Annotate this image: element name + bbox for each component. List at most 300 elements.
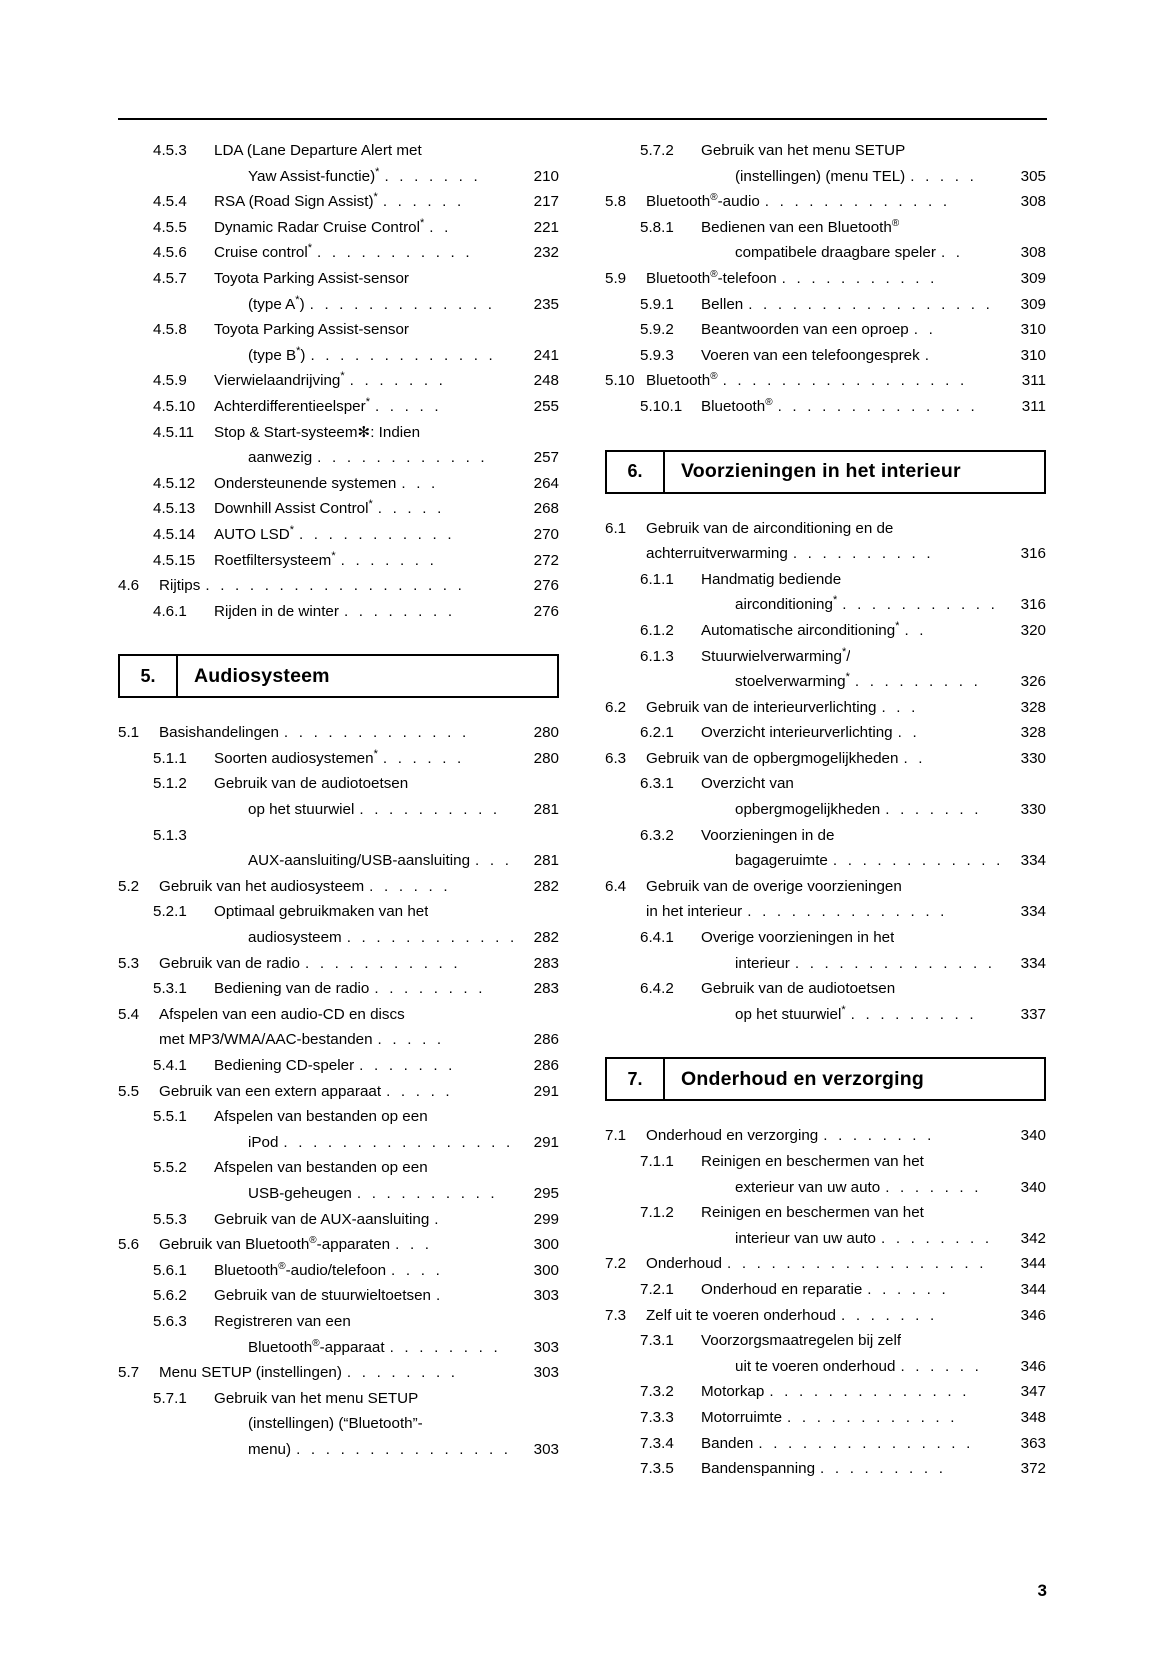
toc-leader-dots: . . . . . . . xyxy=(349,372,447,390)
toc-entry-title: Overige voorzieningen in het xyxy=(701,929,895,947)
toc-entry[interactable] xyxy=(605,138,1046,189)
toc-entry-line xyxy=(605,771,1046,797)
toc-entry-line xyxy=(118,1335,559,1361)
toc-entry-title: LDA (Lane Departure Alert met xyxy=(214,142,422,159)
toc-entry-page: 316 xyxy=(1020,596,1046,614)
toc-entry[interactable] xyxy=(118,1155,559,1206)
toc-entry[interactable] xyxy=(118,394,559,420)
toc-entry-title-cont: airconditioning* xyxy=(735,594,838,614)
toc-leader-dots: . . . . . . . . . . . . . . xyxy=(747,903,948,921)
toc-entry-title: Rijden in de winter xyxy=(214,602,339,620)
toc-entry-page: 272 xyxy=(533,551,559,569)
toc-entry-line xyxy=(605,317,1046,343)
toc-entry-page: 311 xyxy=(1021,397,1046,415)
toc-entry-page: 340 xyxy=(1020,1127,1046,1145)
toc-leader-dots: . . . . . . . . . . . . . . . . . xyxy=(722,372,968,390)
toc-entry-line xyxy=(118,266,559,292)
toc-leader-dots: . . . . . . xyxy=(900,1357,983,1375)
toc-leader-dots: . . . . xyxy=(391,1261,443,1279)
toc-entry[interactable] xyxy=(118,1002,559,1053)
toc-entry-title-cont: iPod xyxy=(248,1133,279,1151)
toc-entry-number: 4.5.6 xyxy=(153,244,187,262)
toc-entry-line xyxy=(118,445,559,471)
toc-entry-line xyxy=(118,1002,559,1028)
toc-entry-line xyxy=(605,164,1046,190)
toc-entry-number: 7.2 xyxy=(605,1255,627,1273)
toc-entry-line xyxy=(118,1437,559,1463)
toc-entry-number: 5.3.1 xyxy=(153,980,187,998)
toc-entry-line xyxy=(605,1200,1046,1226)
toc-leader-dots: . . . . . . . . . . . . . xyxy=(310,346,496,364)
toc-entry-number: 5.8.1 xyxy=(640,218,674,236)
toc-entry-title-cont: op het stuurwiel* xyxy=(735,1003,846,1023)
toc-entry-page: 217 xyxy=(533,193,559,211)
toc-entry-page: 330 xyxy=(1020,801,1046,819)
toc-leader-dots: . . . . . . . . . . . xyxy=(842,596,999,614)
toc-entry[interactable] xyxy=(118,823,559,874)
toc-entry-number: 7.3.1 xyxy=(640,1332,674,1350)
toc-leader-dots: . . . . . . . . . . . . xyxy=(346,929,518,947)
toc-leader-dots: . . . xyxy=(475,852,513,870)
toc-leader-dots: . . . . . xyxy=(386,1082,453,1100)
toc-entry[interactable] xyxy=(118,266,559,317)
toc-entry-title-cont: Yaw Assist-functie)* xyxy=(248,165,380,185)
toc-entry-title: AUTO LSD* xyxy=(214,523,294,543)
toc-entry[interactable] xyxy=(605,1251,1046,1277)
toc-entry[interactable] xyxy=(605,516,1046,567)
toc-entry-line xyxy=(605,951,1046,977)
toc-entry-page: 337 xyxy=(1020,1005,1046,1023)
toc-entry-title: Gebruik van het menu SETUP xyxy=(214,1389,419,1407)
toc-entry[interactable] xyxy=(118,573,559,599)
toc-entry-number: 5.6.2 xyxy=(153,1287,187,1305)
chapter-number: 6. xyxy=(607,452,665,492)
toc-entry[interactable] xyxy=(118,215,559,241)
toc-entry-line xyxy=(118,1386,559,1412)
toc-entry-page: 282 xyxy=(533,929,559,947)
toc-entry[interactable] xyxy=(118,368,559,394)
toc-entry-number: 5.1.3 xyxy=(153,826,187,844)
toc-entry-line xyxy=(605,976,1046,1002)
chapter-title: Voorzieningen in het interieur xyxy=(681,460,961,483)
toc-entry-line xyxy=(118,420,559,446)
toc-leader-dots: . . . . . . . . . . . . . xyxy=(764,193,951,211)
toc-entry-title: Bluetooth®-audio/telefoon xyxy=(214,1260,387,1279)
toc-entry-page: 300 xyxy=(533,1236,559,1254)
toc-entry-line xyxy=(118,746,559,772)
toc-entry-title: Downhill Assist Control* xyxy=(214,498,373,518)
toc-entry[interactable] xyxy=(118,1283,559,1309)
toc-leader-dots: . . . . . . xyxy=(369,877,451,895)
toc-entry[interactable] xyxy=(605,567,1046,618)
toc-entry-page: 255 xyxy=(533,397,559,415)
toc-leader-dots: . . . . . . xyxy=(867,1280,949,1298)
toc-entry-title: Afspelen van bestanden op een xyxy=(214,1159,428,1177)
toc-entry-line xyxy=(605,215,1046,241)
toc-entry[interactable] xyxy=(118,138,559,189)
toc-entry-page: 309 xyxy=(1020,295,1046,313)
toc-entry-page: 281 xyxy=(533,852,559,870)
toc-entry-number: 7.1 xyxy=(605,1127,627,1145)
toc-leader-dots: . . . . . . . . . . . . . . . . . xyxy=(748,295,994,313)
toc-entry-line xyxy=(605,1226,1046,1252)
toc-entry-title: Achterdifferentieelsper* xyxy=(214,395,370,415)
toc-entry-number: 5.8 xyxy=(605,193,627,211)
toc-entry-number: 5.5.2 xyxy=(153,1159,187,1177)
toc-leader-dots: . . . . . . . xyxy=(885,1178,982,1196)
toc-entry-line xyxy=(605,368,1046,394)
toc-leader-dots: . . . . . . . . xyxy=(374,980,486,998)
toc-entry-line xyxy=(605,669,1046,695)
toc-entry-line xyxy=(605,240,1046,266)
toc-entry-page: 232 xyxy=(533,244,559,262)
toc-entry-line xyxy=(118,1027,559,1053)
toc-leader-dots: . xyxy=(924,346,933,364)
toc-entry-line xyxy=(605,1303,1046,1329)
toc-leader-dots: . . . . . . . . . xyxy=(850,1005,977,1023)
toc-leader-dots: . . . . . . . . xyxy=(343,602,456,620)
toc-entry-title: Overzicht van xyxy=(701,775,794,793)
toc-entry[interactable] xyxy=(118,420,559,471)
toc-entry[interactable] xyxy=(118,1360,559,1386)
toc-entry-number: 6.2.1 xyxy=(640,724,674,742)
toc-entry-number: 6.2 xyxy=(605,698,627,716)
toc-entry-line xyxy=(605,618,1046,644)
toc-leader-dots: . . . . . . . . . . . . . . xyxy=(794,954,996,972)
toc-entry-page: 303 xyxy=(533,1364,559,1382)
toc-entry-page: 286 xyxy=(533,1031,559,1049)
toc-entry-page: 363 xyxy=(1020,1434,1046,1452)
toc-entry-line xyxy=(118,1232,559,1258)
toc-entry-number: 5.2 xyxy=(118,877,140,895)
toc-entry-number: 5.9 xyxy=(605,269,627,287)
toc-entry-line xyxy=(605,1123,1046,1149)
toc-entry[interactable] xyxy=(605,368,1046,394)
toc-entry-page: 344 xyxy=(1020,1255,1046,1273)
toc-entry-number: 4.5.12 xyxy=(153,474,196,492)
toc-entry[interactable] xyxy=(605,1200,1046,1251)
toc-leader-dots: . . . . . . . xyxy=(340,551,438,569)
toc-entry-line xyxy=(118,899,559,925)
toc-leader-dots: . . . . . . . . . . . xyxy=(781,269,938,287)
toc-entry[interactable] xyxy=(605,695,1046,721)
toc-leader-dots: . . . . . . . xyxy=(885,801,982,819)
toc-entry[interactable] xyxy=(118,746,559,772)
toc-entry-title-cont: bagageruimte xyxy=(735,852,828,870)
toc-entry[interactable] xyxy=(118,1207,559,1233)
toc-entry[interactable] xyxy=(118,874,559,900)
toc-leader-dots: . . . xyxy=(881,698,919,716)
toc-entry-title-cont: interieur van uw auto xyxy=(735,1229,876,1247)
toc-entry-page: 334 xyxy=(1020,852,1046,870)
toc-section-chapter5-cont xyxy=(605,138,1046,420)
toc-entry[interactable] xyxy=(118,1232,559,1258)
toc-leader-dots: . . . . . . . . . . . . xyxy=(787,1408,958,1426)
toc-entry-number: 4.5.14 xyxy=(153,525,196,543)
toc-entry[interactable] xyxy=(118,1258,559,1284)
toc-entry-line xyxy=(118,823,559,849)
toc-entry-title: Bluetooth®-telefoon xyxy=(646,268,777,287)
toc-entry-title-cont: menu) xyxy=(248,1440,292,1458)
toc-entry[interactable] xyxy=(118,317,559,368)
toc-entry-line xyxy=(605,138,1046,164)
toc-entry-title: Gebruik van de radio xyxy=(159,954,300,972)
toc-leader-dots: . . . . . . . . . . . . . . . . . . xyxy=(205,577,466,595)
toc-entry-title: Handmatig bediende xyxy=(701,570,842,588)
toc-entry-page: 346 xyxy=(1020,1357,1046,1375)
toc-entry[interactable] xyxy=(118,471,559,497)
toc-entry-line xyxy=(605,1354,1046,1380)
toc-entry-page: 310 xyxy=(1020,321,1046,339)
toc-entry-number: 4.6.1 xyxy=(153,602,187,620)
toc-entry-number: 4.5.15 xyxy=(153,551,196,569)
toc-entry[interactable] xyxy=(118,1309,559,1360)
toc-entry-title-cont: opbergmogelijkheden xyxy=(735,801,881,819)
toc-entry[interactable] xyxy=(605,1456,1046,1482)
toc-leader-dots: . . . . . . . . . . . . . . . xyxy=(758,1434,974,1452)
toc-entry-number: 6.1.2 xyxy=(640,621,674,639)
toc-entry-title: Basishandelingen xyxy=(159,724,279,742)
toc-entry-line xyxy=(118,548,559,574)
toc-entry-number: 5.2.1 xyxy=(153,903,187,921)
toc-entry-title: Overzicht interieurverlichting xyxy=(701,724,893,742)
toc-entry-title: Bandenspanning xyxy=(701,1460,816,1478)
toc-entry-line xyxy=(118,215,559,241)
toc-entry-title: Afspelen van bestanden op een xyxy=(214,1108,428,1126)
toc-entry[interactable] xyxy=(605,1303,1046,1329)
toc-entry-number: 5.5.3 xyxy=(153,1210,187,1228)
toc-leader-dots: . . . . . . . . . xyxy=(854,673,981,691)
toc-entry-number: 5.9.1 xyxy=(640,295,674,313)
toc-entry-line xyxy=(605,567,1046,593)
toc-entry-line xyxy=(118,189,559,215)
toc-leader-dots: . . xyxy=(904,621,927,639)
toc-entry-title-cont: Bluetooth®-apparaat xyxy=(248,1337,385,1356)
toc-entry-line xyxy=(605,823,1046,849)
toc-entry-line xyxy=(118,292,559,318)
toc-entry-page: 210 xyxy=(533,167,559,185)
toc-entry[interactable] xyxy=(605,343,1046,369)
toc-entry-page: 300 xyxy=(533,1261,559,1279)
toc-entry-line xyxy=(605,695,1046,721)
toc-entry-title: Gebruik van het audiosysteem xyxy=(159,877,365,895)
toc-entry-title: Gebruik van de audiotoetsen xyxy=(701,980,896,998)
toc-entry[interactable] xyxy=(118,1079,559,1105)
toc-entry-page: 347 xyxy=(1020,1383,1046,1401)
toc-entry[interactable] xyxy=(605,644,1046,695)
toc-entry-number: 6.4.2 xyxy=(640,980,674,998)
toc-leader-dots: . . . . . xyxy=(910,167,978,185)
toc-entry-number: 4.5.7 xyxy=(153,269,187,287)
toc-entry-title: Beantwoorden van een oproep xyxy=(701,321,909,339)
toc-entry[interactable] xyxy=(605,215,1046,266)
toc-entry[interactable] xyxy=(605,1328,1046,1379)
toc-entry-page: 344 xyxy=(1020,1280,1046,1298)
toc-entry-line xyxy=(605,1431,1046,1457)
toc-entry-title-cont: (type B*) xyxy=(248,344,306,364)
toc-entry-title-cont: (instellingen) (“Bluetooth”- xyxy=(248,1415,423,1433)
toc-entry[interactable] xyxy=(605,1149,1046,1200)
toc-section-chapter4 xyxy=(118,138,559,624)
toc-entry-number: 5.6.1 xyxy=(153,1261,187,1279)
toc-entry-line xyxy=(118,522,559,548)
toc-entry-page: 303 xyxy=(533,1440,559,1458)
toc-leader-dots: . . . . . . . . . . xyxy=(359,801,501,819)
toc-entry-title: Dynamic Radar Cruise Control* xyxy=(214,216,425,236)
toc-entry[interactable] xyxy=(605,1379,1046,1405)
toc-entry-number: 7.3.2 xyxy=(640,1383,674,1401)
toc-entry[interactable] xyxy=(118,771,559,822)
toc-entry-line xyxy=(605,848,1046,874)
toc-leader-dots: . . . . . . . . xyxy=(881,1229,993,1247)
toc-entry[interactable] xyxy=(605,720,1046,746)
toc-entry-line xyxy=(118,925,559,951)
toc-entry-line xyxy=(605,1149,1046,1175)
toc-entry-line xyxy=(118,1181,559,1207)
toc-entry-line xyxy=(118,1053,559,1079)
toc-entry[interactable] xyxy=(605,823,1046,874)
chapter-heading-7 xyxy=(605,1057,1046,1101)
toc-entry-title: Bluetooth®-audio xyxy=(646,192,760,211)
toc-entry[interactable] xyxy=(605,266,1046,292)
toc-entry-line xyxy=(605,189,1046,215)
toc-entry[interactable] xyxy=(118,720,559,746)
toc-entry-line xyxy=(605,266,1046,292)
toc-entry-number: 4.5.4 xyxy=(153,193,187,211)
toc-entry-title: Toyota Parking Assist-sensor xyxy=(214,321,409,339)
toc-entry-title: Stop & Start-systeem✻: Indien xyxy=(214,423,421,441)
toc-entry[interactable] xyxy=(605,1277,1046,1303)
toc-leader-dots: . . xyxy=(913,321,936,339)
toc-entry-page: 276 xyxy=(533,602,559,620)
toc-entry-page: 330 xyxy=(1020,749,1046,767)
toc-entry-line xyxy=(118,1258,559,1284)
toc-entry-page: 264 xyxy=(533,474,559,492)
chapter-number: 7. xyxy=(607,1059,665,1099)
toc-entry[interactable] xyxy=(118,1386,559,1463)
toc-leader-dots: . . . . . . . . . . xyxy=(356,1184,498,1202)
toc-entry-number: 5.5 xyxy=(118,1082,140,1100)
toc-entry[interactable] xyxy=(605,1431,1046,1457)
toc-entry[interactable] xyxy=(118,240,559,266)
toc-entry[interactable] xyxy=(605,618,1046,644)
toc-entry[interactable] xyxy=(118,976,559,1002)
toc-entry-page: 221 xyxy=(533,218,559,236)
toc-entry-line xyxy=(118,1360,559,1386)
toc-entry[interactable] xyxy=(605,746,1046,772)
chapter-heading-6 xyxy=(605,450,1046,494)
toc-entry-number: 5.5.1 xyxy=(153,1108,187,1126)
toc-entry-line xyxy=(118,874,559,900)
toc-entry-title: Onderhoud en reparatie xyxy=(701,1280,863,1298)
toc-entry-number: 5.6 xyxy=(118,1236,140,1254)
toc-entry-line xyxy=(118,1155,559,1181)
toc-entry[interactable] xyxy=(605,874,1046,925)
toc-entry-line xyxy=(605,899,1046,925)
toc-leader-dots: . . . . . . . . . . . . . . . xyxy=(296,1440,512,1458)
toc-entry-line xyxy=(118,1207,559,1233)
toc-entry-page: 299 xyxy=(533,1210,559,1228)
toc-entry[interactable] xyxy=(605,292,1046,318)
toc-entry-number: 7.3.5 xyxy=(640,1460,674,1478)
toc-entry-number: 6.4 xyxy=(605,877,627,895)
toc-entry[interactable] xyxy=(118,951,559,977)
toc-entry-number: 5.10.1 xyxy=(640,397,683,415)
toc-entry-line xyxy=(605,1328,1046,1354)
toc-entry[interactable] xyxy=(118,496,559,522)
toc-entry-page: 291 xyxy=(533,1133,559,1151)
toc-entry[interactable] xyxy=(118,1053,559,1079)
toc-entry-title: Bediening van de radio xyxy=(214,980,370,998)
toc-entry-page: 281 xyxy=(533,801,559,819)
toc-entry-page: 346 xyxy=(1020,1306,1046,1324)
toc-entry-number: 4.5.3 xyxy=(153,142,187,159)
toc-entry[interactable] xyxy=(605,771,1046,822)
toc-leader-dots: . . . . . xyxy=(377,500,445,518)
toc-entry-page: 235 xyxy=(533,295,559,313)
toc-entry-line xyxy=(605,292,1046,318)
toc-entry-number: 5.10 xyxy=(605,372,635,390)
toc-entry-title-cont: (instellingen) (menu TEL) xyxy=(735,167,906,185)
toc-entry[interactable] xyxy=(118,548,559,574)
toc-entry[interactable] xyxy=(605,317,1046,343)
toc-entry[interactable] xyxy=(605,394,1046,420)
toc-entry-page: 303 xyxy=(533,1287,559,1305)
toc-entry-page: 326 xyxy=(1020,673,1046,691)
toc-entry-number: 4.5.9 xyxy=(153,372,187,390)
toc-entry-line xyxy=(605,592,1046,618)
toc-entry-line xyxy=(605,1277,1046,1303)
toc-entry[interactable] xyxy=(605,1405,1046,1431)
toc-entry[interactable] xyxy=(118,599,559,625)
toc-entry-number: 5.1.1 xyxy=(153,749,187,767)
toc-leader-dots: . . . . . xyxy=(374,397,442,415)
toc-entry-line xyxy=(118,573,559,599)
toc-entry-line xyxy=(605,1456,1046,1482)
toc-entry-title-cont: USB-geheugen xyxy=(248,1184,352,1202)
toc-entry-number: 5.6.3 xyxy=(153,1312,187,1330)
toc-entry[interactable] xyxy=(605,1123,1046,1149)
toc-entry-line xyxy=(605,797,1046,823)
toc-entry-page: 276 xyxy=(533,577,559,595)
toc-entry-page: 280 xyxy=(533,749,559,767)
toc-entry-page: 257 xyxy=(533,449,559,467)
toc-entry-number: 4.5.5 xyxy=(153,218,187,236)
toc-entry-line xyxy=(605,1405,1046,1431)
toc-entry[interactable] xyxy=(118,189,559,215)
toc-entry-line xyxy=(118,720,559,746)
toc-entry-title: Motorkap xyxy=(701,1383,765,1401)
toc-entry[interactable] xyxy=(605,189,1046,215)
toc-entry-page: 295 xyxy=(533,1184,559,1202)
toc-entry-number: 4.5.10 xyxy=(153,397,196,415)
toc-entry[interactable] xyxy=(118,1104,559,1155)
toc-entry-title: Motorruimte xyxy=(701,1408,783,1426)
toc-entry-number: 5.1 xyxy=(118,724,140,742)
toc-leader-dots: . . xyxy=(429,218,452,236)
toc-entry[interactable] xyxy=(605,925,1046,976)
toc-entry[interactable] xyxy=(118,522,559,548)
toc-entry-title: Zelf uit te voeren onderhoud xyxy=(646,1306,836,1324)
toc-entry-number: 7.3.3 xyxy=(640,1408,674,1426)
toc-entry-page: 334 xyxy=(1020,903,1046,921)
toc-entry-number: 5.3 xyxy=(118,954,140,972)
toc-entry[interactable] xyxy=(118,899,559,950)
toc-entry-line xyxy=(605,541,1046,567)
toc-entry-title: Voeren van een telefoongesprek xyxy=(701,346,920,364)
toc-entry-number: 5.9.2 xyxy=(640,321,674,339)
toc-entry[interactable] xyxy=(605,976,1046,1027)
